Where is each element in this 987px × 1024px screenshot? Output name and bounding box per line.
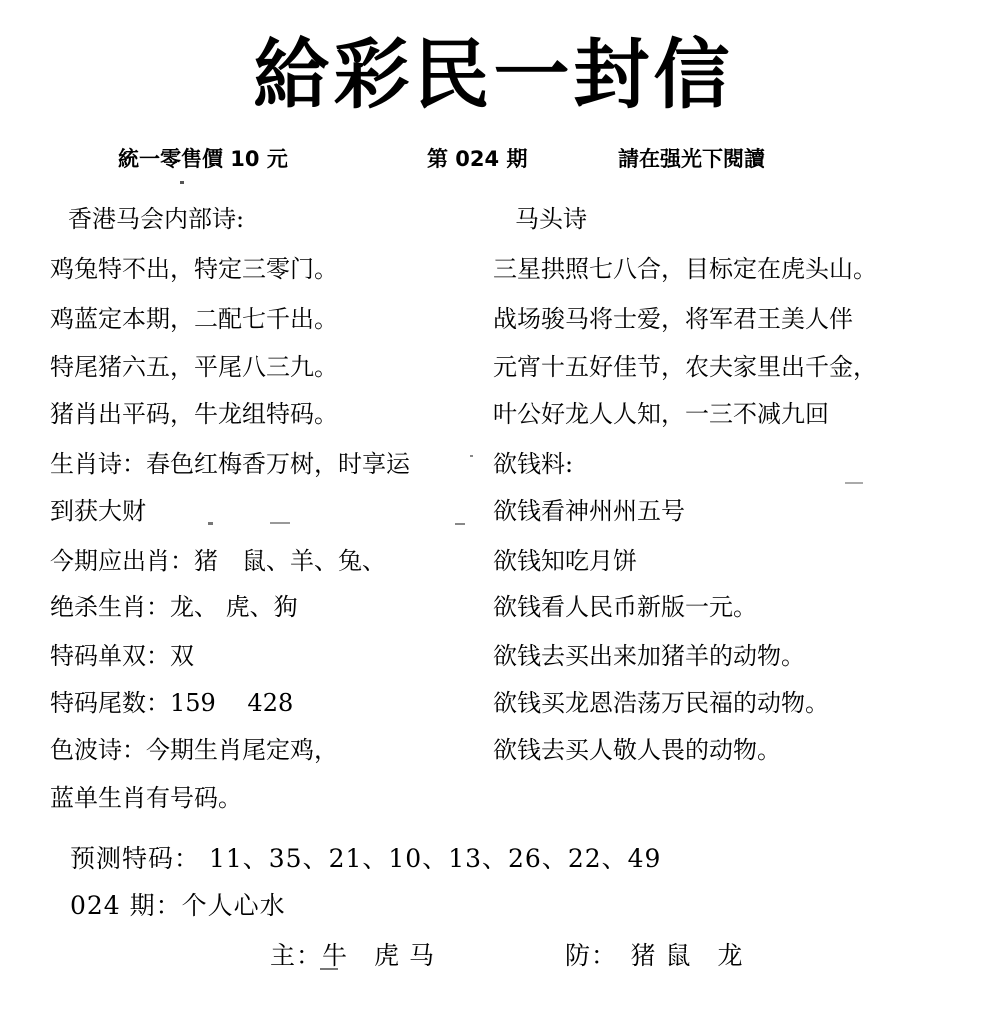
issue-note: 024 期：个人心水 <box>70 891 286 920</box>
right-line: 元宵十五好佳节，农夫家里出千金， <box>493 353 877 381</box>
right-line: 欲钱去买出来加猪羊的动物。 <box>493 642 805 670</box>
left-line: 色波诗：今期生肖尾定鸡， <box>50 736 338 764</box>
guard-picks: 防： 猪 鼠 龙 <box>565 941 744 970</box>
left-line: 鸡蓝定本期，二配七千出。 <box>50 305 338 333</box>
right-line: 欲钱料: <box>493 450 574 478</box>
left-line: 特码尾数：159 428 <box>50 689 294 717</box>
left-line: 特码单双：双 <box>50 642 194 670</box>
right-line: 三星拱照七八合，目标定在虎头山。 <box>493 255 877 283</box>
right-line: 欲钱看神州州五号 <box>493 497 685 525</box>
page-title: 給彩民一封信 <box>253 30 734 119</box>
left-line: 鸡兔特不出，特定三零门。 <box>50 255 338 283</box>
left-line: 特尾猪六五，平尾八三九。 <box>50 353 338 381</box>
right-line: 叶公好龙人人知，一三不减九回 <box>493 400 829 428</box>
main-picks: 主：牛 虎 马 <box>270 941 435 970</box>
right-line: 欲钱买龙恩浩荡万民福的动物。 <box>493 689 829 717</box>
left-line: 绝杀生肖：龙、 虎、狗 <box>50 593 298 621</box>
issue-label: 第 024 期 <box>427 147 528 171</box>
reading-notice: 請在强光下閱讀 <box>618 147 765 171</box>
left-line: 生肖诗：春色红梅香万树，时享运 <box>50 450 410 478</box>
left-heading: 香港马会内部诗: <box>68 205 245 233</box>
right-heading: 马头诗 <box>515 205 587 233</box>
right-line: 欲钱去买人敬人畏的动物。 <box>493 736 781 764</box>
left-line: 蓝单生肖有号码。 <box>50 784 242 812</box>
left-line: 到获大财 <box>50 497 146 525</box>
left-line: 今期应出肖：猪 鼠、羊、兔、 <box>50 547 386 575</box>
price-label: 統一零售價 10 元 <box>118 147 288 171</box>
right-line: 战场骏马将士爱，将军君王美人伴 <box>493 305 853 333</box>
right-line: 欲钱知吃月饼 <box>493 547 637 575</box>
right-line: 欲钱看人民币新版一元。 <box>493 593 757 621</box>
left-line: 猪肖出平码，牛龙组特码。 <box>50 400 338 428</box>
prediction-line: 预测特码： 11、35、21、10、13、26、22、49 <box>70 844 662 873</box>
